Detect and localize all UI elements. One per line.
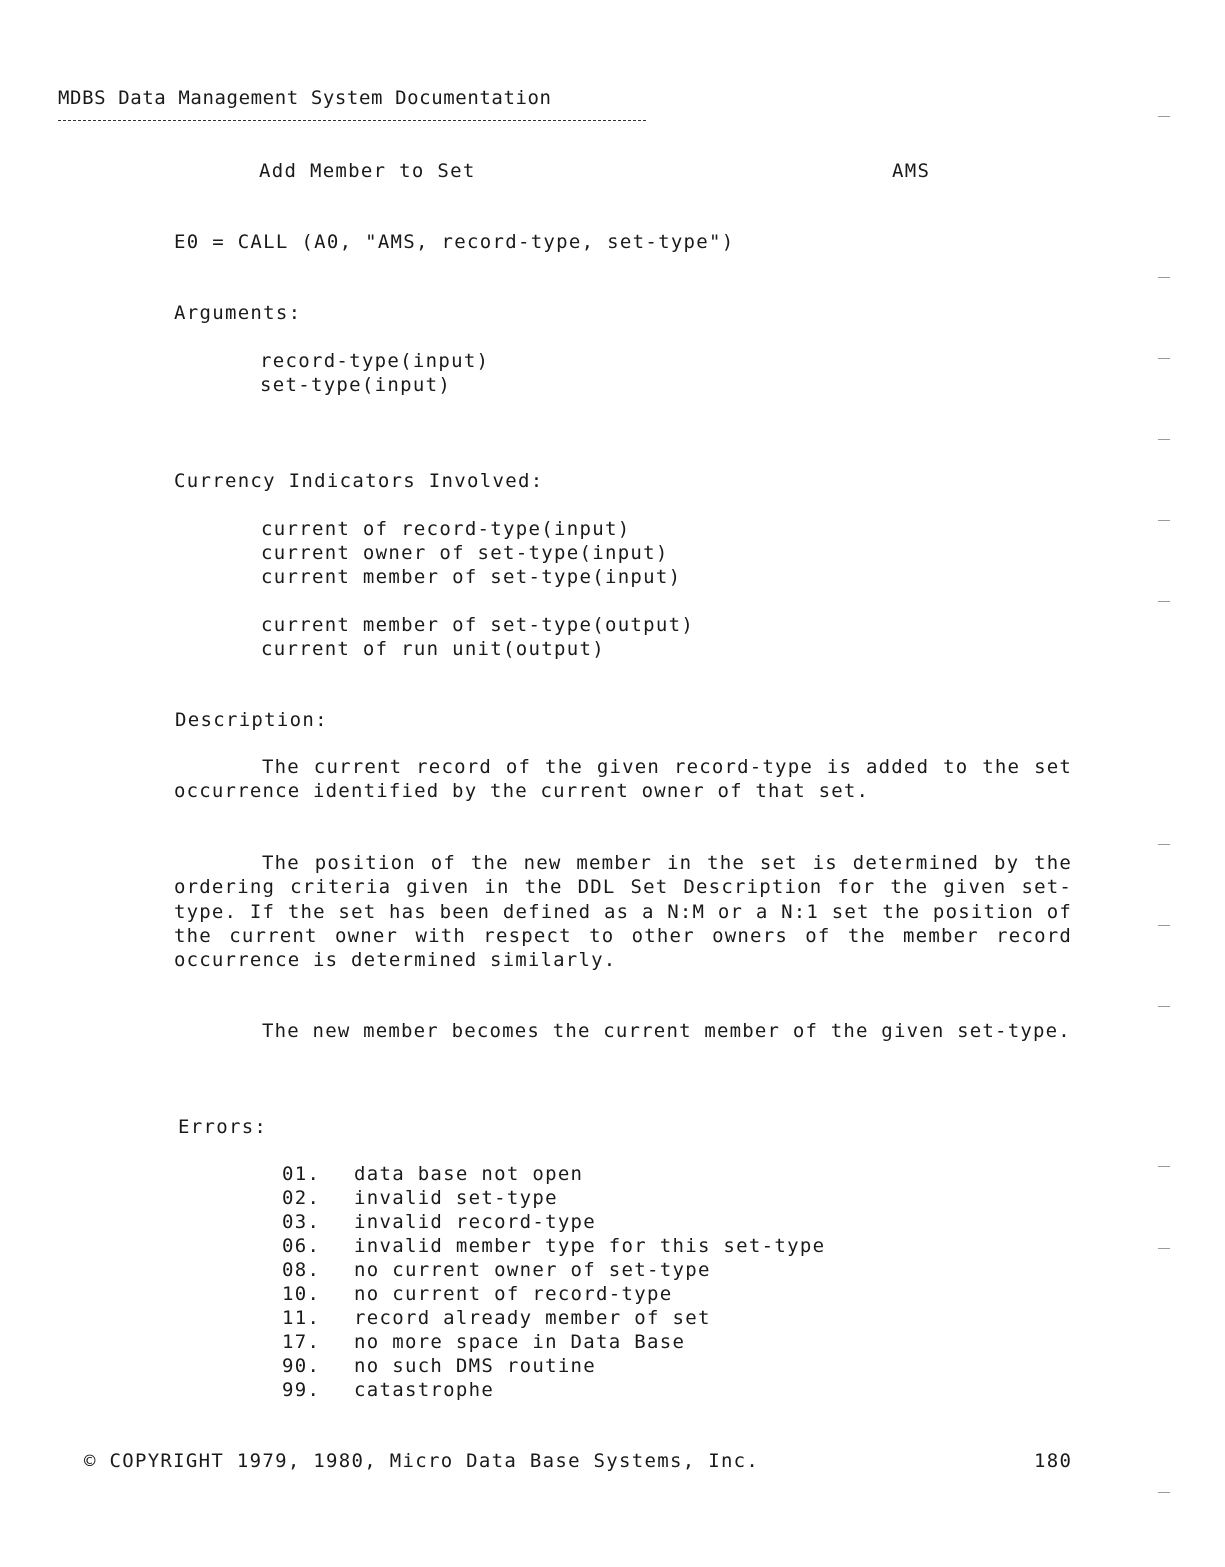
scan-mark: [1158, 277, 1170, 278]
error-code: 10.: [282, 1283, 321, 1305]
routine-name: Add Member to Set: [259, 160, 476, 182]
error-item: [282, 1258, 711, 1282]
error-item: [282, 1186, 558, 1210]
call-syntax: E0 = CALL (A0, "AMS, record-type, set-type"): [174, 231, 735, 253]
argument-item: record-type(input): [260, 350, 490, 372]
arguments-heading: Arguments:: [174, 302, 302, 324]
header-rule: [58, 120, 646, 121]
description-paragraph: The position of the new member in the set is determined by the ordering criteria given in the DDL Set Description for the given set-type. If the set has been defined as a N:M or a N:1 set the position of the current owner with respect to other owners of the member record occurrence is determined similarly.: [174, 852, 1072, 972]
error-item: [282, 1378, 494, 1402]
scan-mark: [1158, 1006, 1170, 1007]
currency-output-item: current of run unit(output): [261, 638, 605, 660]
scan-mark: [1158, 601, 1170, 602]
currency-heading: Currency Indicators Involved:: [174, 470, 544, 492]
description-paragraph: The current record of the given record-type is added to the set occurrence identified by the current owner of that set.: [174, 756, 1072, 803]
error-code: 11.: [282, 1307, 321, 1329]
error-text: no more space in Data Base: [354, 1331, 686, 1353]
error-item: [282, 1210, 596, 1234]
error-code: 06.: [282, 1235, 321, 1257]
error-code: 99.: [282, 1379, 321, 1401]
error-item: [282, 1306, 711, 1330]
scan-mark: [1158, 439, 1170, 440]
error-text: no current owner of set-type: [354, 1259, 711, 1281]
error-code: 08.: [282, 1259, 321, 1281]
currency-output-item: current member of set-type(output): [261, 614, 695, 636]
error-item: [282, 1330, 685, 1354]
scan-mark: [1158, 358, 1170, 359]
scan-mark: [1158, 1248, 1170, 1249]
error-code: 01.: [282, 1163, 321, 1185]
description-paragraph: The new member becomes the current member of the given set-type.: [262, 1020, 1071, 1042]
error-text: record already member of set: [354, 1307, 711, 1329]
error-text: catastrophe: [354, 1379, 495, 1401]
argument-item: set-type(input): [260, 374, 452, 396]
error-code: 03.: [282, 1211, 321, 1233]
document-header-title: MDBS Data Management System Documentation: [58, 87, 552, 109]
error-text: invalid member type for this set-type: [354, 1235, 826, 1257]
copyright-notice: © COPYRIGHT 1979, 1980, Micro Data Base Systems, Inc.: [84, 1450, 760, 1472]
scan-mark: [1158, 844, 1170, 845]
error-text: invalid set-type: [354, 1187, 558, 1209]
error-code: 17.: [282, 1331, 321, 1353]
error-item: [282, 1354, 596, 1378]
currency-input-item: current member of set-type(input): [261, 566, 682, 588]
scan-mark: [1158, 1492, 1170, 1493]
errors-heading: Errors:: [178, 1116, 268, 1138]
currency-input-item: current of record-type(input): [261, 518, 631, 540]
description-heading: Description:: [175, 709, 328, 731]
error-text: no such DMS routine: [354, 1355, 597, 1377]
error-text: data base not open: [354, 1163, 584, 1185]
error-text: no current of record-type: [354, 1283, 673, 1305]
error-item: [282, 1234, 825, 1258]
error-text: invalid record-type: [354, 1211, 597, 1233]
scan-mark: [1158, 520, 1170, 521]
routine-code: AMS: [892, 160, 931, 182]
error-item: [282, 1162, 583, 1186]
error-code: 90.: [282, 1355, 321, 1377]
error-code: 02.: [282, 1187, 321, 1209]
error-item: [282, 1282, 672, 1306]
page-number: 180: [1034, 1450, 1073, 1472]
currency-input-item: current owner of set-type(input): [261, 542, 669, 564]
scan-mark: [1158, 925, 1170, 926]
scan-mark: [1158, 1166, 1170, 1167]
scan-mark: [1158, 116, 1170, 117]
